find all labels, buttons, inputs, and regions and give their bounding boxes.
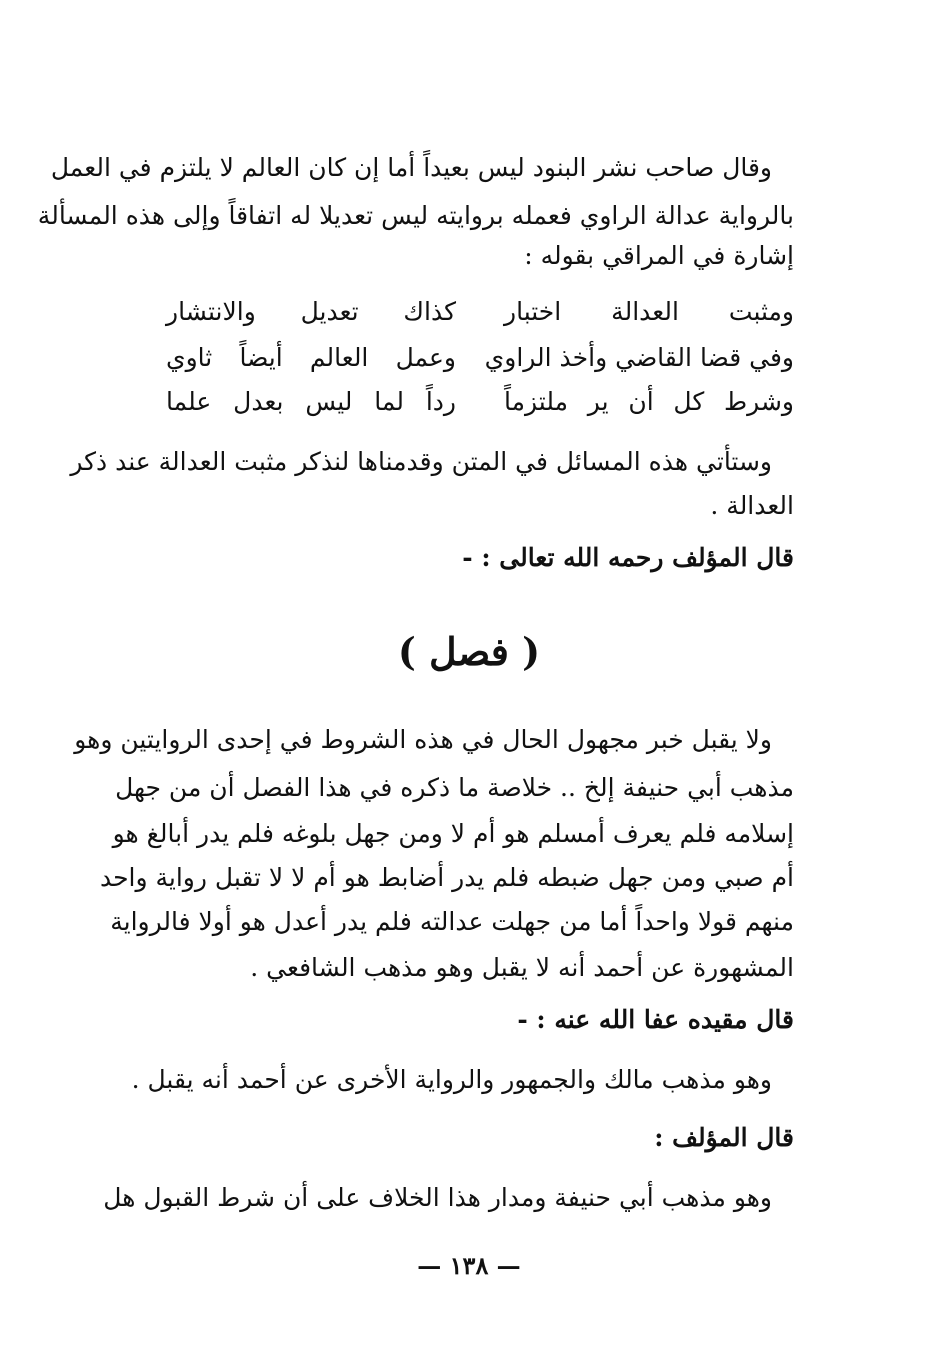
verse-1-first-hemistich: ومثبت العدالة اختبار xyxy=(504,297,794,326)
author-heading-2: قال المؤلف : xyxy=(654,1123,794,1152)
section-title: ( فصل ) xyxy=(397,629,541,674)
main-line-6: المشهورة عن أحمد أنه لا يقبل وهو مذهب الشافعي . xyxy=(250,953,794,982)
verse-1-second-hemistich: كذاك تعديل والانتشار xyxy=(166,297,456,326)
main-line-2: مذهب أبي حنيفة إلخ .. خلاصة ما ذكره في هذا الفصل أن من جهل xyxy=(115,773,794,802)
main-line-3: إسلامه فلم يعرف أمسلم هو أم لا ومن جهل بلوغه فلم يدر أبالغ هو xyxy=(112,819,794,848)
author-heading-1: قال المؤلف رحمه الله تعالى : - xyxy=(462,543,794,572)
intro-line-1: وقال صاحب نشر البنود ليس بعيداً أما إن كان العالم لا يلتزم في العمل xyxy=(50,153,772,182)
verse-3-first-hemistich: وشرط كل أن ير ملتزماً xyxy=(504,387,794,416)
commentary-line: وهو مذهب مالك والجمهور والرواية الأخرى عن أحمد أنه يقبل . xyxy=(131,1065,772,1094)
verse-3-second-hemistich: رداً لما ليس بعدل علما xyxy=(166,387,456,416)
verse-2-second-hemistich: وعمل العالم أيضاً ثاوي xyxy=(166,343,456,372)
note-line-2: العدالة . xyxy=(710,491,794,520)
verse-3 xyxy=(166,382,794,422)
main-line-4: أم صبي ومن جهل ضبطه فلم يدر أضابط هو أم لا لا تقبل رواية واحد xyxy=(99,863,794,892)
main-line-1: ولا يقبل خبر مجهول الحال في هذه الشروط في إحدى الروايتين وهو xyxy=(74,725,772,754)
verse-1 xyxy=(166,292,794,332)
verse-2-first-hemistich: وفي قضا القاضي وأخذ الراوي xyxy=(484,343,794,372)
commentator-heading: قال مقيده عفا الله عنه : - xyxy=(517,1005,794,1034)
note-line-1: وستأتي هذه المسائل في المتن وقدمناها لنذكر مثبت العدالة عند ذكر xyxy=(70,447,772,476)
intro-line-3: إشارة في المراقي بقوله : xyxy=(524,241,794,270)
intro-line-2: بالرواية عدالة الراوي فعمله بروايته ليس تعديلا له اتفاقاً وإلى هذه المسألة xyxy=(37,201,794,230)
verse-2 xyxy=(166,338,794,378)
page-number: — ١٣٨ — xyxy=(417,1251,521,1280)
final-line: وهو مذهب أبي حنيفة ومدار هذا الخلاف على أن شرط القبول هل xyxy=(103,1183,772,1212)
main-line-5: منهم قولا واحداً أما من جهلت عدالته فلم يدر أعدل هو أولا فالرواية xyxy=(110,907,794,936)
